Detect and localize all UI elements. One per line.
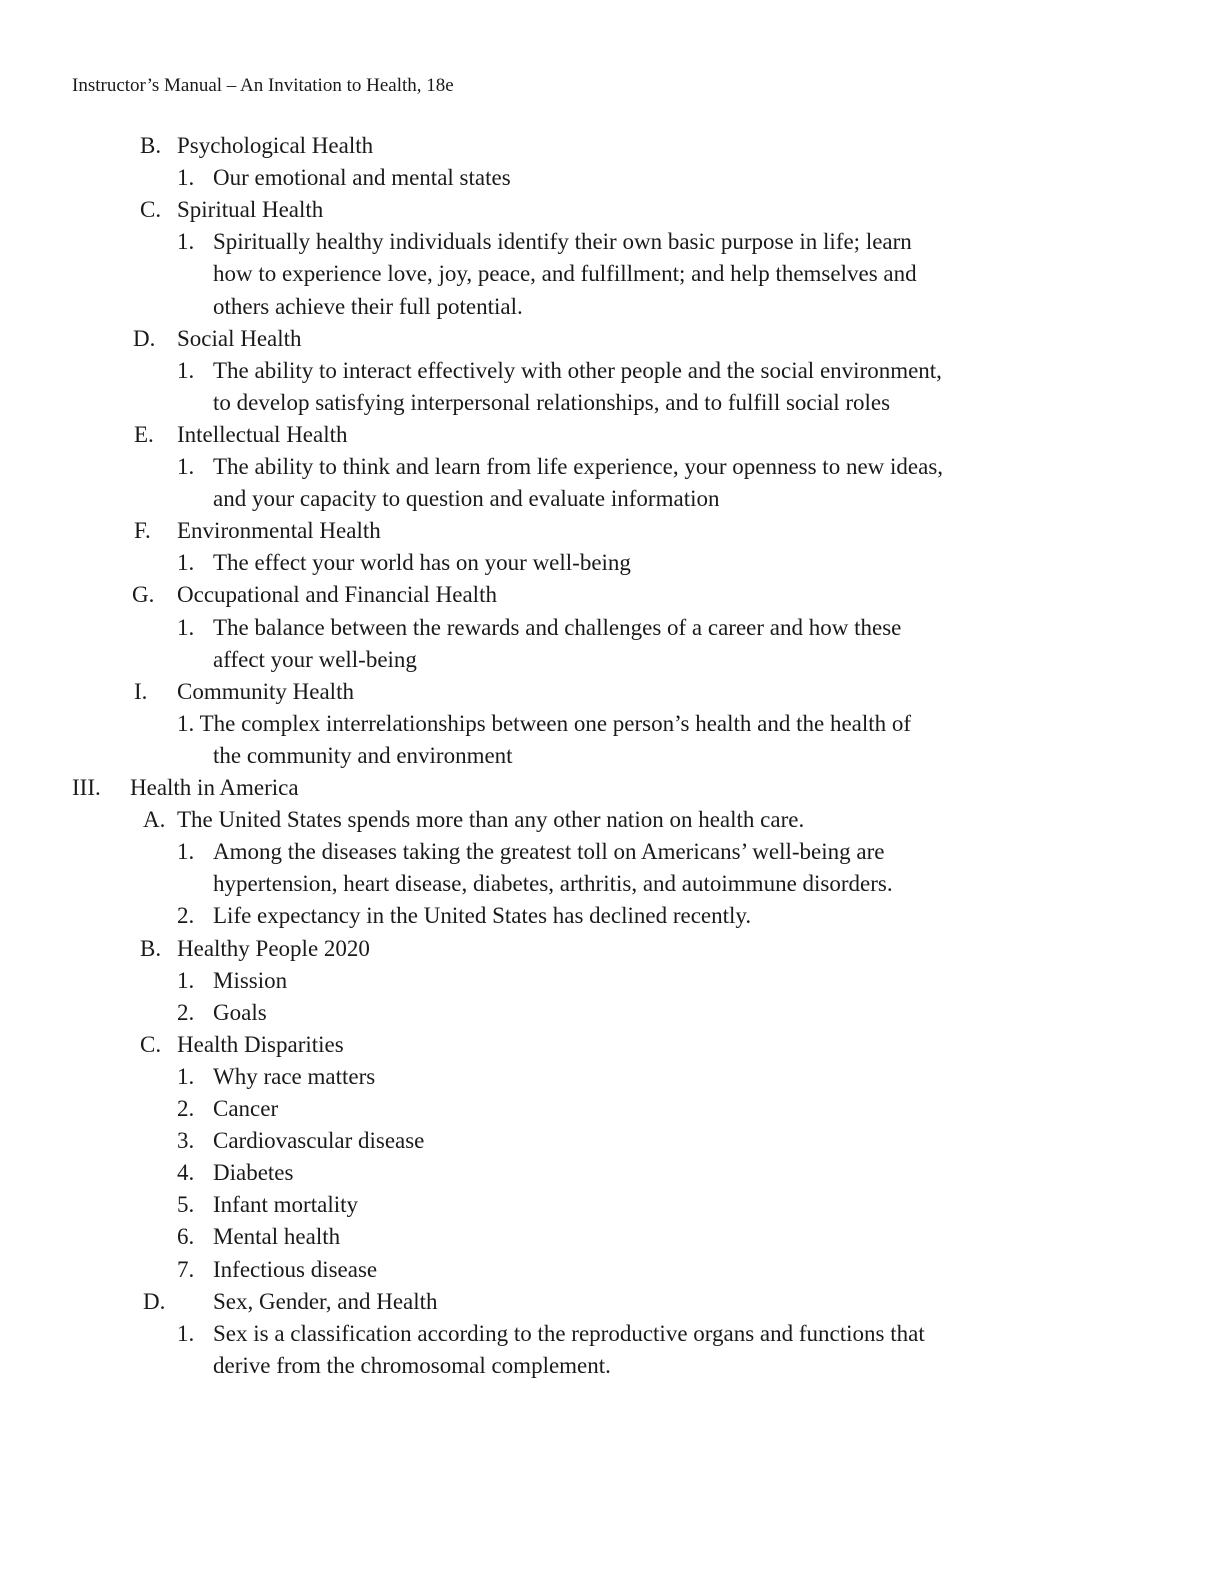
- list-marker: 2.: [177, 1096, 195, 1121]
- list-item-text: Cancer: [213, 1096, 279, 1121]
- list-marker: 1.: [177, 1063, 195, 1089]
- list-item-text: Infant mortality: [213, 1192, 358, 1218]
- list-item-text: affect your well-being: [213, 646, 417, 672]
- page-header: Instructor’s Manual – An Invitation to Health, 18e: [72, 75, 454, 96]
- list-item-text: Social Health: [177, 325, 302, 351]
- list-marker: 7.: [177, 1256, 195, 1282]
- list-item-text: the community and environment: [213, 742, 513, 768]
- list-item-text: Among the diseases taking the greatest toll on Americans’ well-being are: [213, 839, 885, 865]
- list-item-text: Intellectual Health: [177, 421, 348, 447]
- list-marker: 1.: [177, 839, 195, 865]
- list-item-text: The balance between the rewards and challenges of a career and how these: [213, 614, 902, 640]
- list-marker: 1.: [177, 454, 195, 479]
- list-marker: 3.: [177, 1128, 195, 1154]
- list-marker: D.: [133, 325, 156, 351]
- list-item-text: Our emotional and mental states: [213, 165, 511, 191]
- list-item-text: Goals: [213, 999, 267, 1025]
- list-item-text: Community Health: [177, 678, 354, 704]
- list-item-text: Spiritual Health: [177, 197, 324, 223]
- list-item-text: others achieve their full potential.: [213, 293, 523, 319]
- list-marker: 2.: [177, 903, 195, 929]
- list-marker: 1.: [177, 1320, 195, 1346]
- list-marker: III.: [72, 775, 101, 800]
- list-item-text: 1. The complex interrelationships between one person’s health and the health of: [177, 710, 912, 736]
- list-item-text: Psychological Health: [177, 133, 374, 158]
- list-marker: 1.: [177, 550, 195, 576]
- list-item-text: Health Disparities: [177, 1031, 344, 1057]
- list-marker: F.: [134, 518, 151, 544]
- list-item-text: The effect your world has on your well-being: [213, 550, 631, 576]
- list-marker: I.: [134, 678, 148, 704]
- list-marker: B.: [140, 133, 162, 158]
- list-marker: 4.: [177, 1160, 195, 1186]
- list-item-text: hypertension, heart disease, diabetes, arthritis, and autoimmune disorders.: [213, 871, 893, 897]
- list-item-text: Sex is a classification according to the reproductive organs and functions that: [213, 1320, 925, 1346]
- list-item-text: Environmental Health: [177, 518, 381, 544]
- list-item-text: how to experience love, joy, peace, and fulfillment; and help themselves and: [213, 261, 917, 287]
- list-item-text: Mental health: [213, 1224, 341, 1250]
- list-marker: 1.: [177, 229, 195, 255]
- list-marker: 1.: [177, 614, 195, 640]
- list-item-text: Healthy People 2020: [177, 935, 370, 961]
- list-item-text: The ability to interact effectively with other people and the social environment,: [213, 357, 942, 383]
- list-item-text: Sex, Gender, and Health: [213, 1288, 438, 1314]
- list-item-text: Spiritually healthy individuals identify their own basic purpose in life; learn: [213, 229, 912, 255]
- list-item-text: derive from the chromosomal complement.: [213, 1352, 611, 1378]
- list-item-text: The ability to think and learn from life experience, your openness to new ideas,: [213, 454, 944, 479]
- list-marker: G.: [132, 582, 155, 608]
- list-item-text: Diabetes: [213, 1160, 294, 1186]
- list-marker: 5.: [177, 1192, 195, 1218]
- list-marker: A.: [143, 807, 166, 833]
- list-marker: 2.: [177, 999, 195, 1025]
- list-item-text: and your capacity to question and evaluate information: [213, 486, 720, 512]
- list-marker: 1.: [177, 165, 195, 191]
- list-marker: 1.: [177, 357, 195, 383]
- list-marker: D.: [143, 1288, 166, 1314]
- list-item-text: Occupational and Financial Health: [177, 582, 497, 608]
- list-marker: C.: [140, 197, 162, 223]
- list-marker: 1.: [177, 967, 195, 993]
- list-item-text: Mission: [213, 967, 288, 993]
- list-item-text: Health in America: [130, 775, 299, 800]
- list-item-text: Why race matters: [213, 1063, 376, 1089]
- list-item-text: Infectious disease: [213, 1256, 378, 1282]
- list-marker: 6.: [177, 1224, 195, 1250]
- list-item-text: Cardiovascular disease: [213, 1128, 425, 1154]
- list-item-text: to develop satisfying interpersonal relationships, and to fulfill social roles: [213, 389, 891, 415]
- list-item-text: The United States spends more than any other nation on health care.: [177, 807, 805, 833]
- list-marker: B.: [140, 935, 162, 961]
- list-marker: E.: [134, 421, 154, 447]
- list-item-text: Life expectancy in the United States has declined recently.: [213, 903, 752, 929]
- list-marker: C.: [140, 1031, 162, 1057]
